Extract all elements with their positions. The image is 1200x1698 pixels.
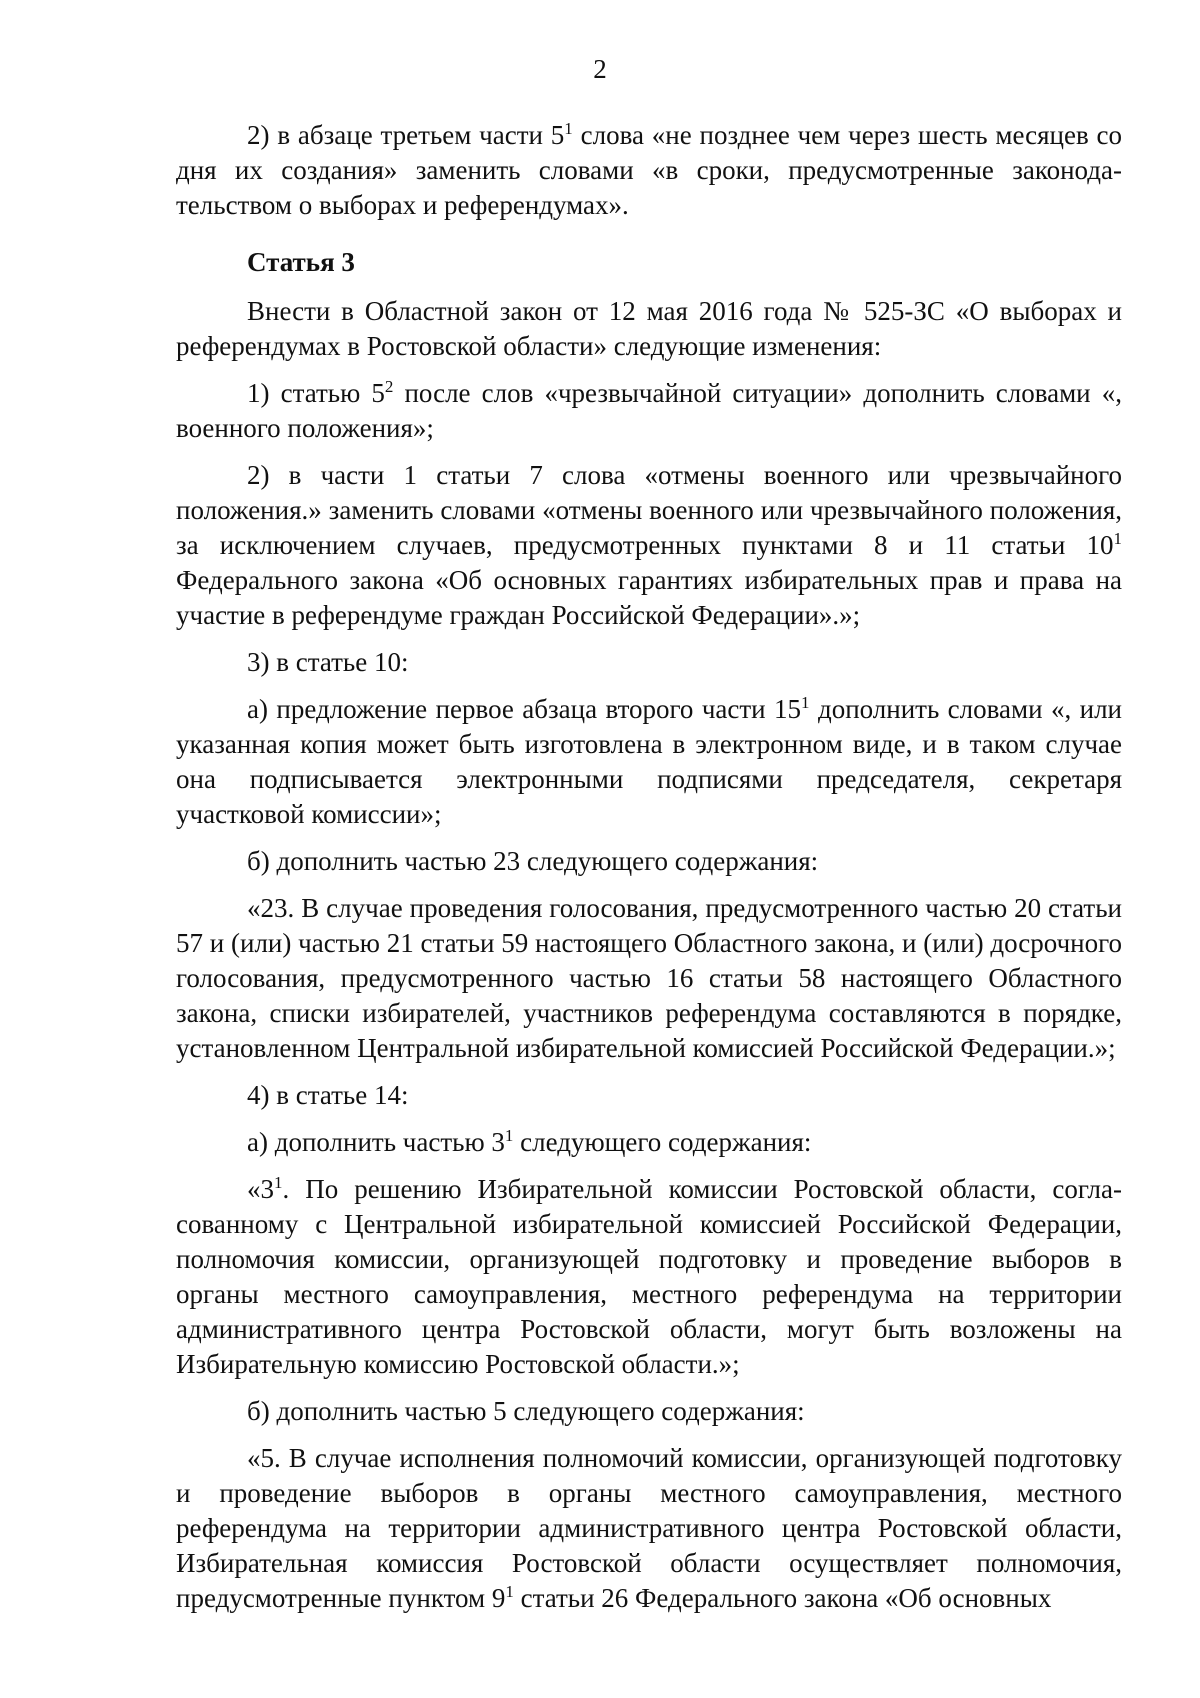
superscript: 1 xyxy=(564,119,573,138)
paragraph-item-1: 1) статью $5^2$ после слов «чрезвычайной ситуации» дополнить словами «, военного положения»; xyxy=(176,377,1122,443)
article-heading: Статья 3 xyxy=(247,247,355,277)
page-number: 2 xyxy=(593,54,607,84)
paragraph-part-23: «23. В случае проведения голосования, предусмотренного частью 20 статьи 57 и (или) частью 21 статьи 59 настоящего Областного закона, и (или) досрочного голосования, предусмотренного частью 16 статьи 58 настоящего Областного закона, списки избирателей, участников референдума составляются в порядке, установленном Центральной избирательной комиссией Российской Федерации.»; xyxy=(176,893,1122,1063)
paragraph-item-4b: б) дополнить частью 5 следующего содержания: xyxy=(247,1396,805,1426)
superscript: 1 xyxy=(274,1173,283,1192)
superscript: 1 xyxy=(1113,529,1122,548)
paragraph-amendment-2: 2) в абзаце третьем части $5^1$ слова «не позднее чем через шесть месяцев со дня их создания» заменить словами «в сроки, предусмотренные законодательством о выборах и референдумах». xyxy=(176,119,1122,220)
paragraph-part-3-1: «$3^1$. По решению Избирательной комиссии Ростовской области, согласованному с Центральной избирательной комиссией Российской Федерации, полномочия комиссии, организующей подготовку и проведение выборов в органы местного самоуправления, местного референдума на территории административного центра Ростовской области, могут быть возложены на Избирательную комиссию Ростовской области.»; xyxy=(176,1173,1122,1379)
paragraph-item-2: 2) в части 1 статьи 7 слова «отмены военного или чрезвычайного положения.» заменить словами «отмены военного или чрезвычайного положения, за исключением случаев, предусмотренных пунктами 8 и 11 статьи $10^1$ Федерального закона «Об основных гарантиях избирательных прав и права на участие в референдуме граждан Российской Федерации».»; xyxy=(176,460,1122,630)
document-body xyxy=(176,118,1122,1628)
paragraph-item-3b: б) дополнить частью 23 следующего содержания: xyxy=(247,846,819,876)
superscript: 1 xyxy=(505,1582,514,1601)
superscript: 1 xyxy=(504,1126,514,1145)
paragraph-item-3: 3) в статье 10: xyxy=(247,647,409,677)
superscript: 1 xyxy=(801,693,810,712)
superscript: 2 xyxy=(384,377,394,396)
paragraph-part-5: «5. В случае исполнения полномочий комиссии, организующей подготовку и проведение выборов в органы местного самоуправления, местного референдума на территории административного центра Ростовской области, Избирательная комиссия Ростовской области осуществляет полномочия, предусмотренные пунктом $9^1$ статьи 26 Федерального закона «Об основных xyxy=(176,1443,1122,1613)
paragraph-item-4a: а) дополнить частью $3^1$ следующего содержания: xyxy=(247,1126,812,1157)
paragraph-item-3a: а) предложение первое абзаца второго части $15^1$ дополнить словами «, или указанная копия может быть изготовлена в электронном виде, и в таком случае она подписывается электронными подписями председателя, секретаря участковой комиссии»; xyxy=(176,693,1122,829)
paragraph-item-4: 4) в статье 14: xyxy=(247,1080,409,1110)
paragraph-intro: Внести в Областной закон от 12 мая 2016 года № 525-ЗС «О выборах и референдумах в Ростовской области» следующие изменения: xyxy=(176,296,1122,361)
